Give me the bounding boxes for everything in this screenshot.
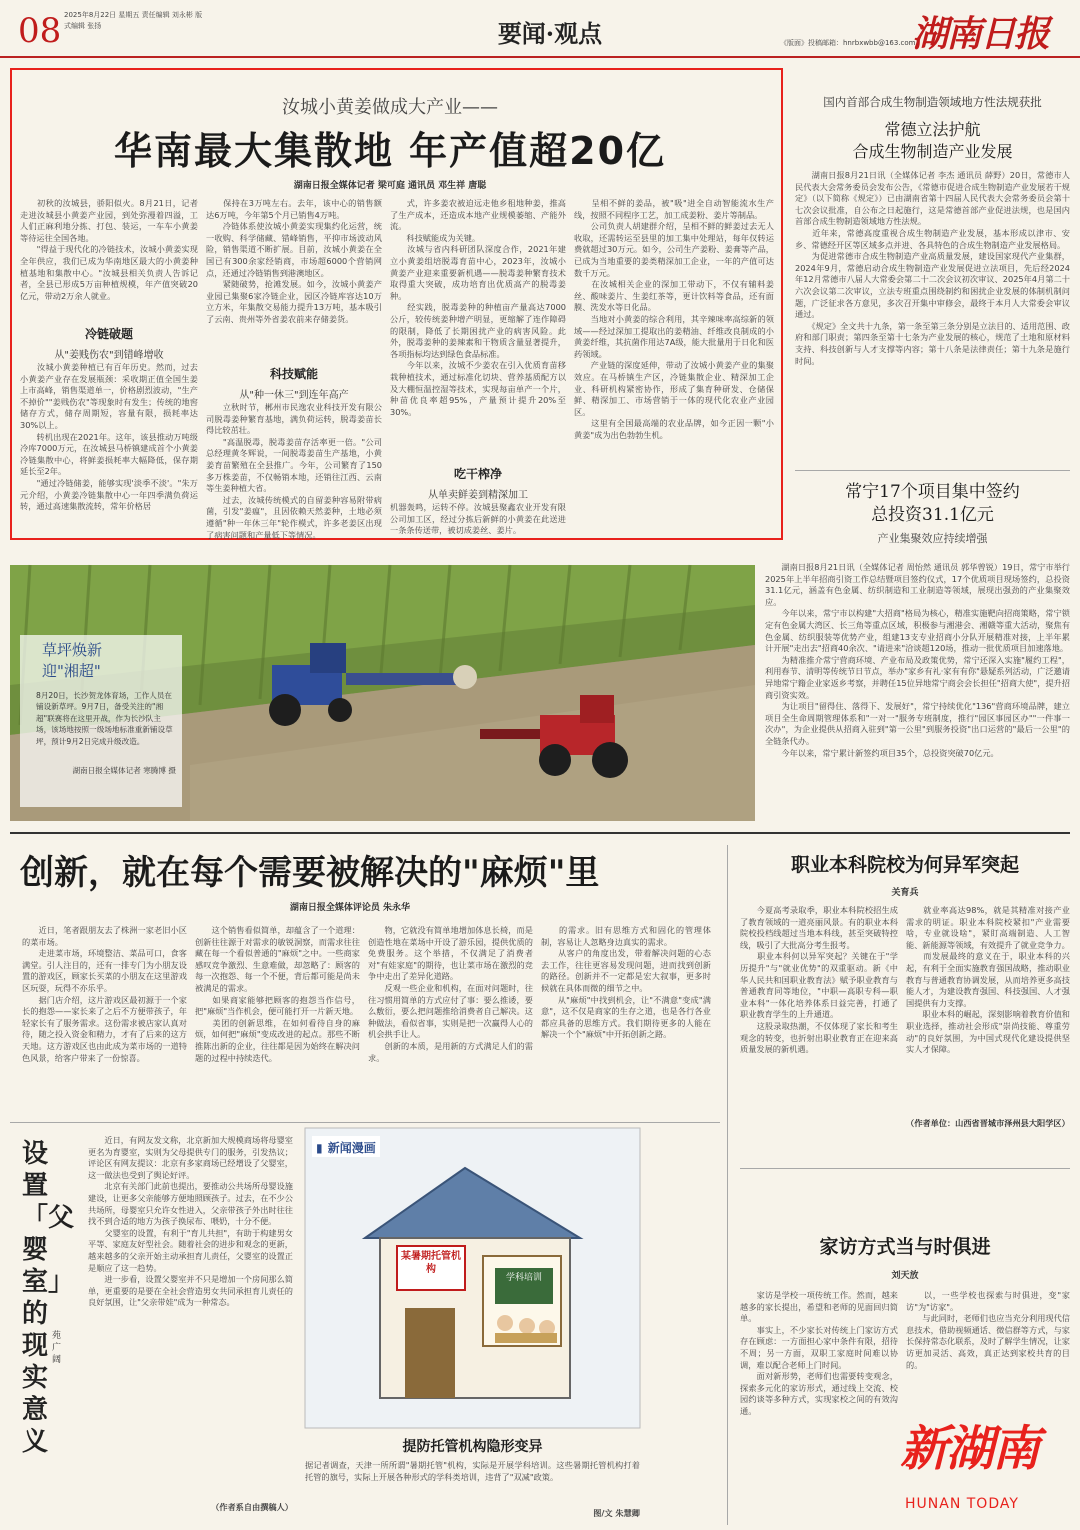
subhead-sub: 从"姜贱伤农"到错峰增收 [54,350,164,361]
commentary-col3: 物，它就没有简单地增加体息长椅，而是创造性地在菜场中开设了游乐园，提供优质的免费服务。这个举措，不仅满足了消费者对"有娃家庭"的期待，也让菜市场在激烈的竞争中走出了差异化道路。 反观一些企业和机构，在面对问题时，往往习惯用简单的方式应付了事：要么推诿，要么敷衍，要么把问题推给消费者自己解决。这种做法，看似省事，实则是把一次赢得人心的机会拱手让人。 创新的本质，是用新的方式满足人们的需求。 [368,925,533,1063]
commentary-col2: 这个销售看似简单，却蕴含了一个道理：创新往往源于对需求的敏锐洞察，而需求往往藏在每一个看似普通的"麻烦"之中。一些商家感叹竞争激烈、生意难做，却忽略了：顾客的每一次抱怨、每一个不便，背后都可能是尚未被满足的需求。 如果商家能够把顾客的抱怨当作信号，把"麻烦"当作机会，便可能打开一片新天地。 美团的创新思维，在如何看待自身的麻烦，如何把"麻烦"变成改进的起点。那些不断推陈出新的企业，往往都是因为始终在解决问题的过程中持续迭代。 [195,925,360,1063]
vocational-col2: 就业率高达98%，就是其精准对接产业需求的明证。职业本科院校紧扣"产业需要啥，专业就设啥"，紧盯高端制造、人工智能、新能源等领域，有效提升了就业竞争力。 而发展最终的意义在于，职业本科的兴起，有利于全面实施教育强国战略，推动职业教育与普通教育协调发展，从而培养更多高技能人才，为建设教育强国、科技强国、人才强国提供有力支撑。 职业本科的崛起，深刻影响着教育价值和职业选择，推动社会形成"崇尚技能、尊重劳动"的良好氛围，为中国式现代化建设提供坚实人才保障。 [906,905,1070,1055]
photo-title-1: 草坪焕新 [42,641,103,659]
subhead-sub: 从"种一休三"到连年高产 [239,390,349,401]
subhead-main: 冷链破题 [84,327,133,341]
right1-kicker: 国内首部合成生物制造领域地方性法规获批 [823,95,1042,109]
lead-subhead-3 [390,465,566,501]
xinhunan-logo: 新湖南 [900,1421,1039,1477]
right1-title-2: 合成生物制造产业发展 [852,142,1013,161]
vocational-col1: 今夏高考录取季，职业本科院校招生成了教育领域的一道亮丽风景。有的职业本科院校投档线超过当地本科线，甚至突破特控线，吸引了大批高分考生报考。 职业本科何以异军突起？关键在于"学历提升"与"就业优势"的双重驱动。新《中华人民共和国职业教育法》赋予职业教育与普通教育同等地位，"中职—高职专科—职业本科"一体化培养体系日益完善，打通了职业教育学生的上升通道。 这股录取热潮，不仅体现了家长和考生观念的转变，也折射出职业教育正在迎来高质量发展的新机遇。 [740,905,898,1055]
contact-email: 《版面》投稿邮箱：hnrbxwbb@163.com [780,39,916,47]
subhead-main: 吃干榨净 [453,467,502,481]
fathers-room-unit: （作者系自由撰稿人） [211,1502,293,1512]
column-divider [727,845,728,1525]
lead-kicker: 汝城小黄姜做成大产业—— [282,97,498,118]
commentary-col4: 的需求。旧有思维方式和固化的管理体制，容易让人忽略身边真实的需求。 从客户的角度出发，带着解决问题的心态去工作，往往更容易发现问题，进而找到创新的路径。创新并不一定都是宏大叙事，更多时候就在具体而微的细节之中。 从"麻烦"中找到机会，让"不满意"变成"满意"，这不仅是商家的生存之道，也是各行各业都应具备的思维方式。我们期待更多的人能在解决一个个"麻烦"中开拓创新之路。 [541,925,711,1040]
divider [10,1122,720,1123]
vocational-author: 关育兵 [891,888,919,898]
hunan-today-logo: HUNAN TODAY [905,1496,1019,1512]
comic-credit: 图/文 朱慧卿 [593,1508,640,1518]
fathers-room-body: 近日，有网友发文称，北京新加大规模商场将母婴室更名为育婴室，实则为父母提供专门的服务，引发热议；评论区有网友提议：北京有多家商场已经增设了父婴室，这一做法也受到了舆论好评。 北京有关部门此前也提出，要推动公共场所母婴设施建设，让更多父亲能够方便地照顾孩子。过去，在不少公共场所，母婴室只允许女性进入，父亲带孩子外出时往往找不到合适的地方为孩子换尿布、喂奶，十分不便。 父婴室的设置，有利于"育儿共担"，有助于构建男女平等、家庭友好型社会。随着社会的进步和观念的更新，越来越多的父亲开始主动承担育儿责任，父婴室的设置正是顺应了这一趋势。 进一步看，设置父婴室并不只是增加一个房间那么简单，更重要的是要在全社会营造男女共同承担育儿责任的良好氛围，让"父亲带娃"成为一种常态。 [88,1135,293,1308]
comic-tag-label: 新闻漫画 [327,1141,376,1155]
section-rule [10,832,1070,834]
masthead-logo: 湖南日报 [912,13,1049,55]
family-visit-col2: 以，一些学校也探索与时俱进，变"家访"为"访家"。 与此同时，老师们也应当充分利用现代信息技术，借助视频通话、微信群等方式，与家长保持常态化联系，及时了解学生情况，让家访更加灵活、高效，真正达到家校共育的目的。 [906,1290,1070,1370]
commentary-byline: 湖南日报全媒体评论员 朱永华 [289,903,411,913]
lead-col2: 保持在3万吨左右。去年，该中心的销售额达6万吨，今年第5个月已销售4万吨。 冷链体系使汝城小黄姜实现集约化运营，统一收购、科学储藏、错峰销售，平抑市场波动风险，销售渠道不断扩展。目前，汝城小黄姜在全国已有300余家经销商，市场超6000个营销网点，还通过冷链销售到港澳地区。 紧随破势，抢滩发展。如今，汝城小黄姜产业园已集聚6家冷链企业，园区冷链库容达10万立方米，年集散交易能力提升13万吨，基本吸引了云南、贵州等外省姜农前来存储姜货。 [206,198,382,324]
commentary-col1: 近日，笔者跟朋友去了株洲一家老旧小区的菜市场。 走进菜市场，环境整洁、菜品可口，食客满堂。引人注目的，还有一排专门为小朋友设置的游戏区，顾家长买菜的小朋友在这里游戏区玩耍，玩得不亦乐乎。 据门店介绍，这片游戏区最初源于一个家长的抱怨——家长来了之后不方便带孩子，年轻家长有了服务需求。这份需求被店家认真对待，随之投入资金和精力，才有了后来的这方天地。这方游戏区也由此成为菜市场的一道特色风景，给客户带来了一份惊喜。 [22,925,187,1063]
photo-caption: 8月20日，长沙贺龙体育场，工作人员在铺设新草坪。9月7日，备受关注的"湘超"联赛将在这里开战，作为长沙队主场，该场地按照一级场地标准重新铺设草坪，预计9月2日完成升级改造。 [36,691,173,746]
lead-col3b: 机器轰鸣，运转不停。汝城县聚鑫农业开发有限公司加工区，经过分拣后新鲜的小黄姜在此送进一条条传送带，被切成姜丝、姜片。 [390,502,566,536]
lead-byline: 湖南日报全媒体记者 梁可庭 通讯员 邓生祥 唐聪 [293,181,487,191]
comic-tag [312,1136,380,1157]
photo-title [42,640,162,682]
right2-subtitle: 产业集聚效应持续增强 [877,532,988,545]
commentary-title: 创新，就在每个需要被解决的"麻烦"里 [20,853,600,893]
comic-tag-icon: ▮ [316,1141,323,1155]
lead-subhead-2 [206,365,382,401]
comic-illustration [305,1128,640,1428]
photo-title-2: 迎"湘超" [42,662,101,680]
lead-col1b: 汝城小黄姜种植已有百年历史。然而，过去小黄姜产业存在发展瓶颈：采收期正值全国生姜上市高峰，销售渠道单一，价格剧烈波动，"生产不掉价""姜贱伤农"等现象时有发生；传统的地窖储存方式，储存周期短，容量有限，损耗率达30%以上。 转机出现在2021年。这年，该县推动万吨级冷库7000万元，在汝城县马桥镇建成首个小黄姜冷链集散中心，将鲜姜损耗率大幅降低，保存期延长至2年。 "通过冷链储姜，能够实现'淡季不淡'。"朱万元介绍，小黄姜冷链集散中心一年四季满负荷运转，通过高速集散流转，常年价格居 [20,362,198,512]
right2-body: 湖南日报8月21日讯（全媒体记者 周怡然 通讯员 郭华曾锐）19日，常宁市举行2025年上半年招商引资工作总结暨项目签约仪式，17个优质项目现场签约，总投资31.1亿元，涵盖有色金属、纺织制造和工业制造等领域，展现出强劲的产业集聚效应。 今年以来，常宁市以构建"大招商"格局为核心，精准实施靶向招商策略，常宁锁定有色金属大湾区、长三角等重点区域，积极参与湘港会、湘赣等重大活动，聚焦有色金属、纺织服装等优势产业，组建13支专业招商小分队开展精准对接，上半年累计开展"走出去"招商40余次、"请进来"洽谈超120场，推动一批优质项目加速落地。 为精准推介常宁营商环境、产业布局及政策优势，常宁还深入实施"履约工程"，利用春节、清明等传统节日节点，举办"家乡有礼·家有有你"悬疑系列活动，广泛邀请异地常宁籍企业家返乡考察，并聘任15位异地常宁商会会长担任"招商大使"，提升招商引资实效。 为让项目"留得住、落得下、发展好"，常宁持续优化"136"营商环境品牌，建立项目全生命周期管理体系和"一对一"服务专班制度，推行"园区事园区办""一件事一次办"，为企业提供从招商入驻到"第一公里"到服务投资"出口运营的"最后一公里"的全链条代办。 今年以来，常宁累计新签约项目35个，总投资突破70亿元。 [765,562,1070,758]
vocational-unit: （作者单位：山西省晋城市泽州县大阳学区） [906,1118,1070,1128]
fathers-room-title: 设置「父婴室」的现实意义 [22,1139,75,1457]
subhead-sub: 从单卖鲜姜到精深加工 [428,490,528,501]
lead-col1: 初秋的汝城县，骄阳似火。8月21日，记者走进汝城县小黄姜产业园，到处弥漫着四溢，工人们正麻利地分拣、打包、装运，一车车小黄姜等待运往全国各地。 "得益于现代化的冷链技术，汝城小黄姜实现全年供应，我们已成为华南地区最大的小黄姜种植基地和集散中心。"汝城县相关负责人告诉记者，全县已形成5万亩种植规模，年产值突破20亿元，带动2万余人就业。 [20,198,198,301]
right1-title-1: 常德立法护航 [884,120,981,139]
photo-credit: 湖南日报全媒体记者 寒腾博 摄 [72,766,176,775]
subhead-main: 科技赋能 [269,367,318,381]
dateline: 2025年8月22日 星期五 责任编辑 刘永彬 版式编辑 张扬 [64,11,203,30]
lead-col2b: 立秋时节，郴州市民逸农业科技开发有限公司脱毒姜种繁育基地，满负荷运转，脱毒姜苗长得比较茁壮。 "高温脱毒，脱毒姜苗存活率更一倍。"公司总经理黄冬辉说，一间脱毒姜苗生产基地，小黄姜育苗繁殖在全县推广。今年，公司繁育了150多万株姜苗，不仅畅销本地，还销往江西、云南等生姜种植大省。 过去，汝城传统模式的自留姜种容易附带病菌，引发"姜瘟"，且因依赖天然姜种，土地必须遵循"种一年休三年"轮作模式，许多老姜区出现了病害问题和产量低下等情况。 [206,402,382,540]
family-visit-author: 刘天放 [891,1271,919,1281]
divider [795,470,1070,471]
comic-sign: 某暑期托管机构 [401,1251,461,1275]
fathers-room-author: 苑广阔 [52,1331,62,1365]
right2-title-1: 常宁17个项目集中签约 [845,482,1020,502]
divider [740,1168,1070,1169]
lead-title: 华南最大集散地 年产值超20亿 [113,129,667,173]
lead-subhead-1 [20,325,198,361]
lead-col4: 呈相不鲜的姜品，被"吸"进全自动智能流水生产线，按照不同程序工艺，加工成姜粉、姜片等制品。 公司负责人胡建群介绍，呈相不鲜的鲜姜过去无人收取，还需转运至县里的加工集中处理站，每年仅转运费就超过30万元。如今，公司生产姜粉、姜膏等产品，已成为当地重要的姜类精深加工企业，一年的产值可达数千万元。 在汝城相关企业的深加工带动下，不仅有辅料姜丝、酸味姜片、生姜红茶等，更计饮料等食品，还有面膜、洗发水等日化品。 当地对小黄姜的综合利用，其辛辣味率高综新的领域——经过深加工提取出的姜精油、纤维改良制成的小黄姜纤维，其抗菌作用达7A级，能大批量用于日化和医药领域。 产业链的深度延伸，带动了汝城小黄姜产业的集聚效应。在马桥镇生产区，冷链集散企业、精深加工企业、科研机构紧密协作，形成了集育种研发、仓储保鲜、精深加工、市场营销于一体的现代化农业产业园区。 这里有全国最高端的农业品牌，如今正因一颗"小黄姜"成为出色勃勃生机。 [574,198,774,440]
news-comic [305,1128,640,1458]
family-visit-col1: 家访是学校一项传统工作。然而，越来越多的家长提出，希望和老师的见面回归简单。 事实上，不少家长对传统上门家访方式存在顾虑：一方面担心家中条件有限，招待不周；另一方面，双职工家庭时间难以协调，难以配合老师上门时间。 面对新形势，老师们也需要转变观念，探索多元化的家访形式，通过线上交流、校园约谈等多种方式，实现家校之间的有效沟通。 [740,1290,898,1416]
comic-text: 据记者调查，天津一所所谓"暑期托管"机构，实际是开展学科培训。这些暑期托管机构打着托管的旗号，实际上开展各种形式的学科类培训，违背了"双减"政策。 [305,1460,640,1482]
comic-caption: 提防托管机构隐形变异 [402,1439,543,1455]
lead-col3: 式，许多姜农被迫远走他乡租地种姜，推高了生产成本，还造成本地产业规模萎缩、产能外流。 科技赋能成为关键。 汝城与省内科研团队深度合作，2021年建立小黄姜组培脱毒育苗中心，2023年，汝城小黄姜产业迎来重要新机遇——脱毒姜种繁育技术取得重大突破，成功培育出优质高产的脱毒姜种。 经实践，脱毒姜种的种植亩产量高达7000公斤，较传统姜种增产明显，更缩解了连作障碍的限制，降低了长期困扰产业的病害风险。此外，脱毒姜种的姜辣素和干物质含量显著提升，各项指标均达到绿色食品标准。 今年以来，汝城不少姜农在引入优质育苗移栽种植技术，通过标准化切块、营养基质配方以及大棚恒温控湿等技术，实现每亩单产一个片，种苗优良率超95%，产量预计提升20%至30%。 [390,198,566,417]
right1-body: 湖南日报8月21日讯（全媒体记者 李杰 通讯员 薛野）20日，常德市人民代表大会常务委员会发布公告，《常德市促进合成生物制造产业发展若干规定》（以下简称《规定》）已由湖南省第十四届人民代表大会常务委员会第十七次会议批准，自公布之日起施行，这是常德首部产业促进法规，也是国内首部合成生物制造领域地方性法规。 近年来，常德高度重视合成生物制造产业发展，基本形成以津市、安乡、常德经开区等区域多点并进、各具特色的合成生物制造产业发展格局。 为促进常德市合成生物制造产业高质量发展，建设国家现代产业集群，2024年9月，常德启动合成生物制造产业发展促进立法项目，先后经2024年12月常德市八届人大常委会第二十二次会议初次审议、2025年4月第二十六次会议第二次审议，立法专班重点围绕制约和困扰企业发展的体制机制问题，广泛征求各方意见，多次召开集中审修会，最终于本月人大常委会审议通过。 《规定》全文共十九条，第一条至第三条分别是立法目的、适用范围、政府和部门职责；第四条至第十七条为产业发展的核心，规范了土地和原材料支持、科技创新与人才支撑等内容；第十八条是法律责任；第十九条是施行时间。 [795,170,1070,366]
family-visit-title: 家访方式当与时俱进 [819,1236,991,1258]
comic-board: 学科培训 [505,1273,542,1283]
page-number: 08 [18,11,62,51]
section-title: 要闻·观点 [497,19,603,48]
vocational-title: 职业本科院校为何异军突起 [790,854,1019,876]
right2-title-2: 总投资31.1亿元 [871,505,994,525]
